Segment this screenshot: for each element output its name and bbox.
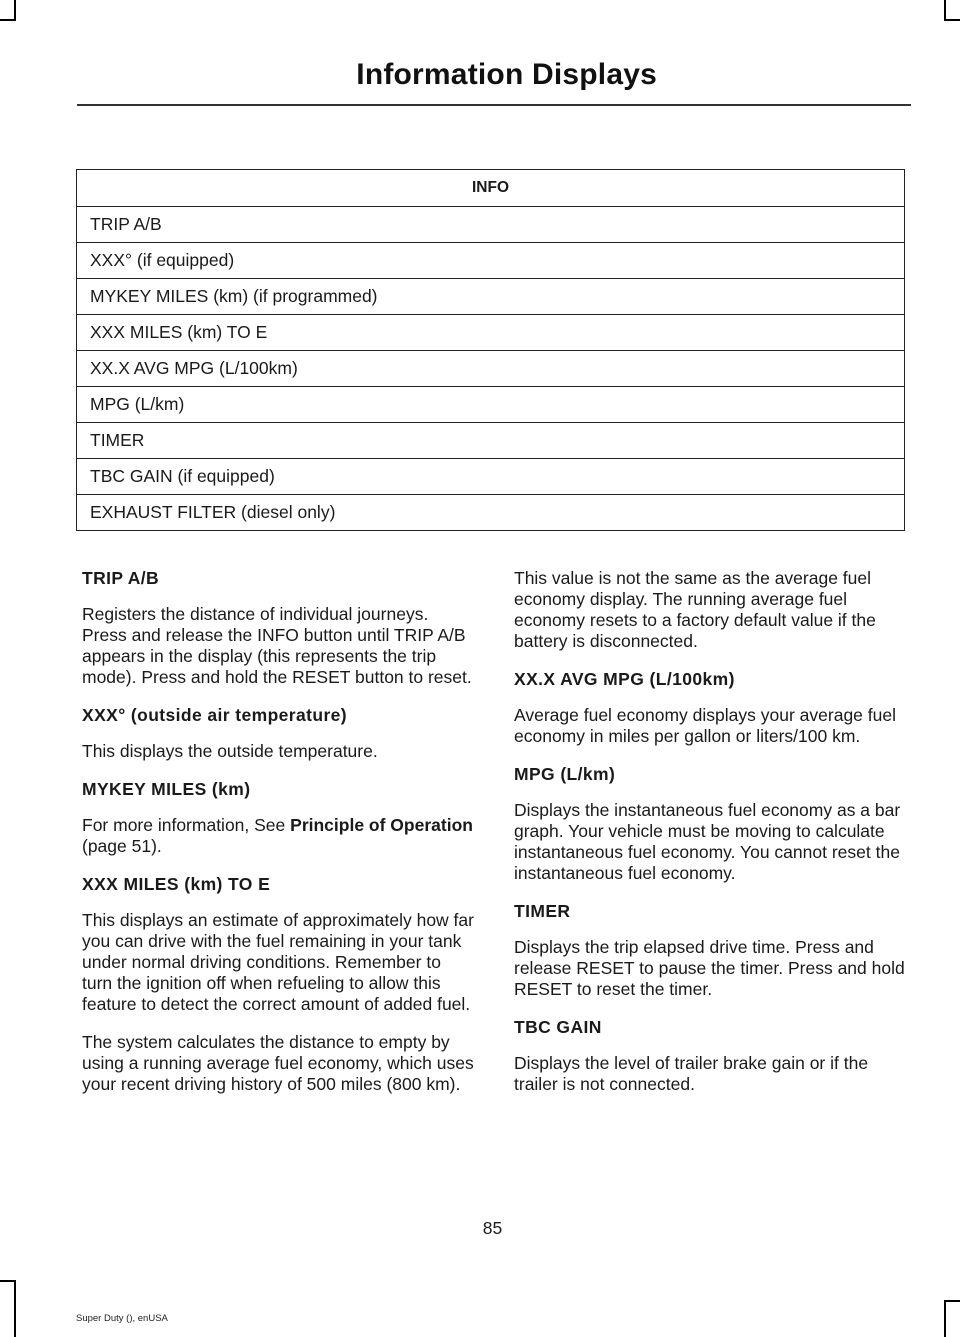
left-column	[82, 568, 474, 1112]
info-menu-table	[76, 169, 905, 531]
crop-mark	[944, 1300, 960, 1302]
section-heading-avg-mpg: XX.X AVG MPG (L/100km)	[514, 669, 735, 689]
paragraph-dte-2: The system calculates the distance to empty by using a running average fuel economy, which uses your recent driving history of 500 miles (800 km).	[82, 1032, 474, 1094]
section-heading-mykey: MYKEY MILES (km)	[82, 779, 251, 799]
mykey-text-pre: For more information, See	[82, 815, 291, 835]
table-row: TIMER	[77, 423, 905, 459]
table-row: XX.X AVG MPG (L/100km)	[77, 351, 905, 387]
crop-mark	[0, 1280, 16, 1282]
crop-mark	[944, 0, 946, 20]
table-row: TRIP A/B	[77, 207, 905, 243]
paragraph-dte-3: This value is not the same as the average fuel economy display. The running average fuel economy resets to a factory default value if the battery is disconnected.	[514, 568, 876, 651]
paragraph-mpg: Displays the instantaneous fuel economy as a bar graph. Your vehicle must be moving to calculate instantaneous fuel economy. You cannot reset the instantaneous fuel economy.	[514, 800, 901, 883]
table-row: XXX° (if equipped)	[77, 243, 905, 279]
page-number: 85	[482, 1218, 503, 1238]
paragraph-timer: Displays the trip elapsed drive time. Press and release RESET to pause the timer. Press and hold RESET to reset the timer.	[514, 937, 905, 999]
mykey-text-post: (page 51).	[82, 836, 162, 856]
paragraph-trip: Registers the distance of individual journeys. Press and release the INFO button until TRIP A/B appears in the display (this represents the trip mode). Press and hold the RESET button to reset.	[82, 604, 472, 687]
table-row: XXX MILES (km) TO E	[77, 315, 905, 351]
section-heading-tbc-gain: TBC GAIN	[514, 1017, 602, 1037]
crop-mark	[14, 0, 16, 20]
paragraph-tbc-gain: Displays the level of trailer brake gain or if the trailer is not connected.	[514, 1053, 869, 1094]
table-row: MPG (L/km)	[77, 387, 905, 423]
table-row: TBC GAIN (if equipped)	[77, 459, 905, 495]
table-heading: INFO	[77, 170, 905, 207]
section-heading-outside-temp: XXX° (outside air temperature)	[82, 705, 348, 725]
page-title: Information Displays	[356, 58, 657, 91]
paragraph-outside-temp: This displays the outside temperature.	[82, 741, 378, 761]
footer-edition: Super Duty (), enUSA	[76, 1313, 168, 1324]
section-heading-mpg: MPG (L/km)	[514, 764, 616, 784]
table-row: EXHAUST FILTER (diesel only)	[77, 495, 905, 531]
crop-mark	[944, 1300, 946, 1337]
paragraph-mykey	[82, 815, 474, 857]
section-heading-trip: TRIP A/B	[82, 568, 160, 588]
right-column	[514, 568, 906, 1112]
header-divider	[77, 104, 911, 106]
crop-mark	[14, 1280, 16, 1337]
principle-of-operation-link[interactable]: Principle of Operation	[290, 815, 473, 835]
table-row: MYKEY MILES (km) (if programmed)	[77, 279, 905, 315]
paragraph-dte-1: This displays an estimate of approximately how far you can drive with the fuel remaining in your tank under normal driving conditions. Remember to turn the ignition off when refueling to allow this feature to detect the correct amount of added fuel.	[82, 910, 474, 1014]
crop-mark	[0, 19, 16, 21]
section-heading-timer: TIMER	[514, 901, 571, 921]
paragraph-avg-mpg: Average fuel economy displays your average fuel economy in miles per gallon or liters/100 km.	[514, 705, 896, 746]
crop-mark	[944, 19, 960, 21]
section-heading-distance-to-empty: XXX MILES (km) TO E	[82, 874, 271, 894]
